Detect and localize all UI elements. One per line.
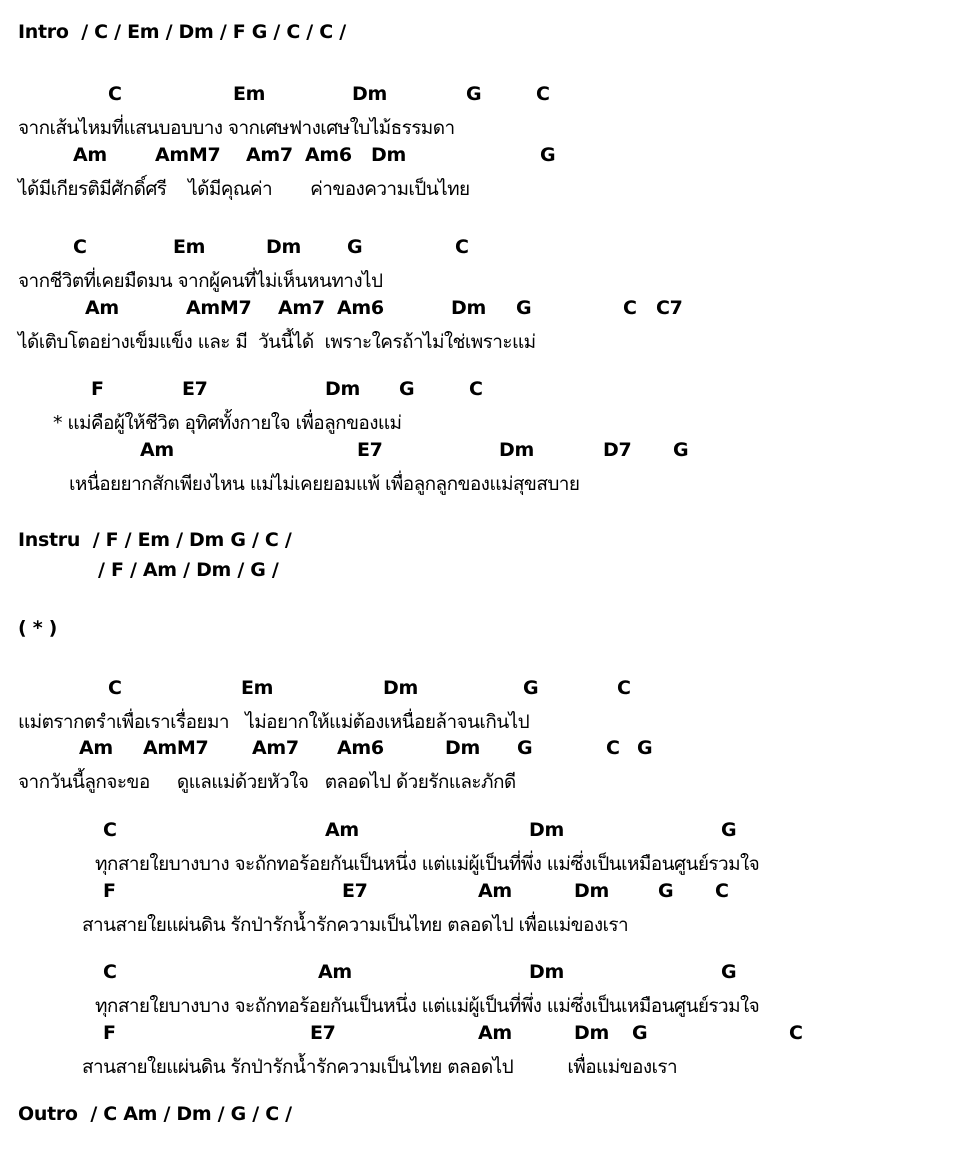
- chord: Dm: [499, 439, 534, 461]
- chord: G: [466, 83, 482, 105]
- chord: Am: [478, 1022, 512, 1044]
- chord: Am: [79, 737, 113, 759]
- chord: G: [523, 677, 539, 699]
- chord: Dm: [574, 880, 609, 902]
- chord: Dm: [325, 378, 360, 400]
- chord: Dm: [352, 83, 387, 105]
- chord: G: [516, 297, 532, 319]
- chord: C: [108, 677, 122, 699]
- chord: Dm: [574, 1022, 609, 1044]
- chord: G: [540, 144, 556, 166]
- chord: D7: [603, 439, 632, 461]
- chord: C: [455, 236, 469, 258]
- lyric-line: สานสายใยแผ่นดิน รักป่ารักน้ำรักความเป็นไทย ตลอดไป เพื่อแม่ของเรา: [82, 914, 629, 936]
- chord: Am7: [246, 144, 293, 166]
- chord: G: [399, 378, 415, 400]
- chord: G: [658, 880, 674, 902]
- chord: Dm: [383, 677, 418, 699]
- lyric-line: ทุกสายใยบางบาง จะถักทอร้อยกันเป็นหนึ่ง แต่แม่ผู้เป็นที่พึ่ง แม่ซึ่งเป็นเหมือนศูนย์รวมใจ: [95, 995, 760, 1017]
- chord: C: [103, 819, 117, 841]
- chord: Dm: [445, 737, 480, 759]
- chord: Dm: [371, 144, 406, 166]
- lyric-line: จากชีวิตที่เคยมืดมน จากผู้คนที่ไม่เห็นหนทางไป: [18, 270, 383, 292]
- chord: C: [536, 83, 550, 105]
- lyric-line: สานสายใยแผ่นดิน รักป่ารักน้ำรักความเป็นไทย ตลอดไป เพื่อแม่ของเรา: [82, 1056, 678, 1078]
- chord: C: [103, 961, 117, 983]
- chord: E7: [342, 880, 368, 902]
- chord: C: [108, 83, 122, 105]
- chord: Em: [241, 677, 274, 699]
- chord: Am6: [337, 297, 384, 319]
- instrumental-line-1: Instru / F / Em / Dm G / C /: [18, 529, 292, 551]
- chord: Am: [73, 144, 107, 166]
- chord: G: [632, 1022, 648, 1044]
- chord: C: [715, 880, 729, 902]
- chord: C: [606, 737, 620, 759]
- chord: Em: [173, 236, 206, 258]
- chord: C: [789, 1022, 803, 1044]
- chord: Dm: [529, 819, 564, 841]
- lyric-line: ได้มีเกียรติมีศักดิ์ศรี ได้มีคุณค่า ค่าของความเป็นไทย: [18, 178, 470, 200]
- chord: Am: [318, 961, 352, 983]
- chord: C: [617, 677, 631, 699]
- chord: E7: [182, 378, 208, 400]
- chord: G: [637, 737, 653, 759]
- chord: Am6: [305, 144, 352, 166]
- chord: AmM7: [155, 144, 221, 166]
- lyric-line: แม่ตรากตรำเพื่อเราเรื่อยมา ไม่อยากให้แม่ต้องเหนื่อยล้าจนเกินไป: [18, 711, 530, 733]
- chord: F: [103, 1022, 116, 1044]
- chord: AmM7: [143, 737, 209, 759]
- chord: AmM7: [186, 297, 252, 319]
- lyric-line: * แม่คือผู้ให้ชีวิต อุทิศทั้งกายใจ เพื่อลูกของแม่: [53, 412, 402, 434]
- chord: E7: [357, 439, 383, 461]
- chord: G: [347, 236, 363, 258]
- chord: C: [73, 236, 87, 258]
- chord: Am6: [337, 737, 384, 759]
- chord: F: [91, 378, 104, 400]
- chord: Am: [85, 297, 119, 319]
- chord: G: [517, 737, 533, 759]
- chord: Am7: [252, 737, 299, 759]
- chord: C: [623, 297, 637, 319]
- lyric-line: จากเส้นไหมที่แสนบอบบาง จากเศษฟางเศษใบไม้ธรรมดา: [18, 117, 455, 139]
- chord: Am: [478, 880, 512, 902]
- chord: Em: [233, 83, 266, 105]
- chord: Dm: [529, 961, 564, 983]
- lyric-line: ทุกสายใยบางบาง จะถักทอร้อยกันเป็นหนึ่ง แต่แม่ผู้เป็นที่พึ่ง แม่ซึ่งเป็นเหมือนศูนย์รวมใจ: [95, 853, 760, 875]
- instrumental-line-2: / F / Am / Dm / G /: [98, 559, 279, 581]
- lyric-line: เหนื่อยยากสักเพียงไหน แม่ไม่เคยยอมแพ้ เพื่อลูกลูกของแม่สุขสบาย: [69, 473, 580, 495]
- chord: F: [103, 880, 116, 902]
- lyric-line: ได้เติบโตอย่างเข็มแข็ง และ มี วันนี้ได้ เพราะใครถ้าไม่ใช่เพราะแม่: [18, 331, 536, 353]
- lyric-line: จากวันนี้ลูกจะขอ ดูแลแม่ด้วยหัวใจ ตลอดไป ด้วยรักและภักดี: [18, 771, 516, 793]
- chord: E7: [310, 1022, 336, 1044]
- chord: Am: [325, 819, 359, 841]
- chord: Am: [140, 439, 174, 461]
- chord: Dm: [266, 236, 301, 258]
- outro-chord-line: Outro / C Am / Dm / G / C /: [18, 1103, 292, 1125]
- chord: G: [721, 819, 737, 841]
- chord: G: [721, 961, 737, 983]
- chord: C7: [656, 297, 683, 319]
- intro-chord-line: Intro / C / Em / Dm / F G / C / C /: [18, 21, 346, 43]
- chord: C: [469, 378, 483, 400]
- chord: Am7: [278, 297, 325, 319]
- chord: Dm: [451, 297, 486, 319]
- chord: G: [673, 439, 689, 461]
- repeat-chorus-mark: ( * ): [18, 617, 58, 639]
